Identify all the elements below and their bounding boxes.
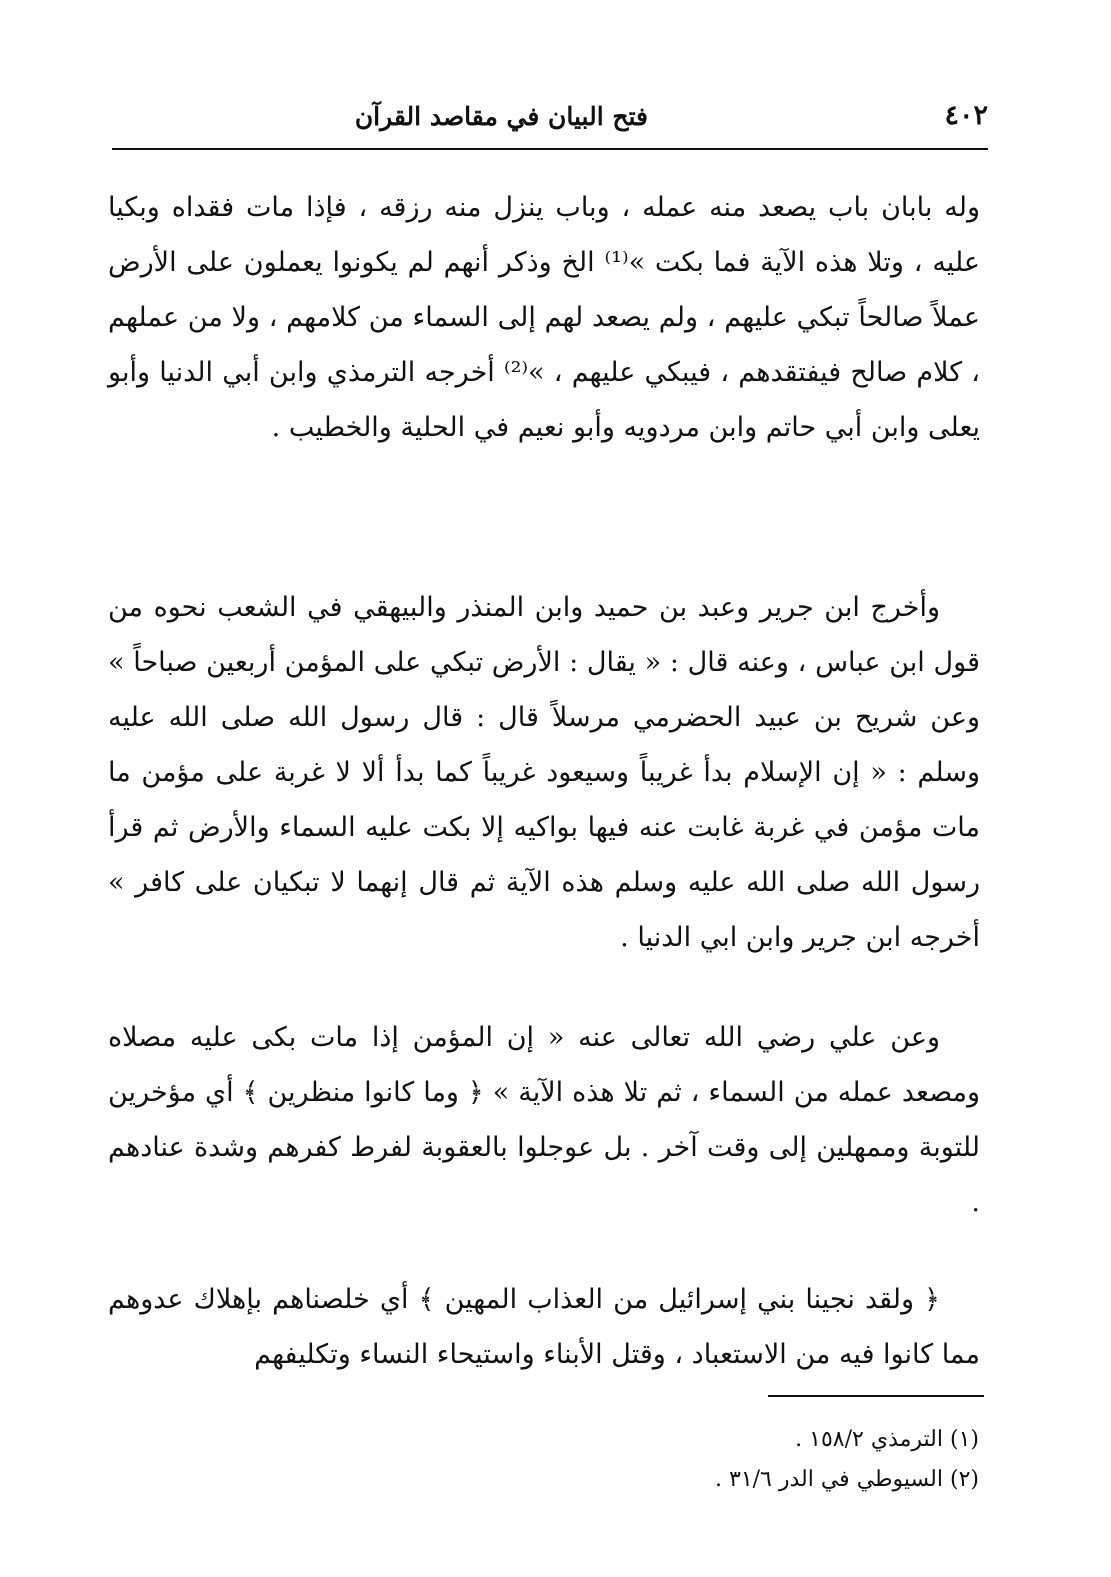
- running-title: فتح البيان في مقاصد القرآن: [354, 102, 648, 131]
- header-rule: [112, 148, 988, 150]
- page-number: ٤٠٢: [944, 100, 988, 131]
- body-paragraph-3: وعن علي رضي الله تعالى عنه « إن المؤمن إذا مات بكى عليه مصلاه ومصعد عمله من السماء ، ثم تلا هذه الآية » ﴿ وما كانوا منظرين ﴾ أي مؤخرين للتوبة وممهلين إلى وقت آخر . بل عوجلوا بالعقوبة لفرط كفرهم وشدة عنادهم .: [108, 1022, 980, 1218]
- footnote-rule: [768, 1395, 984, 1397]
- body-paragraph-1: وله بابان باب يصعد منه عمله ، وباب ينزل منه رزقه ، فإذا مات فقداه وبكيا عليه ، وتلا هذه الآية فما بكت »⁽¹⁾ الخ وذكر أنهم لم يكونوا يعملون على الأرض عملاً صالحاً تبكي عليهم ، ولم يصعد لهم إلى السماء من كلامهم ، ولا من عملهم ، كلام صالح فيفتقدهم ، فيبكي عليهم ، »⁽²⁾ أخرجه الترمذي وابن أبي الدنيا وأبو يعلى وابن أبي حاتم وابن مردويه وأبو نعيم في الحلية والخطيب .: [108, 192, 980, 443]
- body-paragraph-4: ﴿ ولقد نجينا بني إسرائيل من العذاب المهين ﴾ أي خلصناهم بإهلاك عدوهم مما كانوا فيه من الاستعباد ، وقتل الأبناء واستيحاء النساء وتكليفهم: [108, 1284, 980, 1370]
- footnote-1: (١) الترمذي ١٥٨/٢ .: [795, 1427, 979, 1452]
- footnote-2: (٢) السيوطي في الدر ٣١/٦ .: [715, 1467, 979, 1492]
- footnotes: [379, 1420, 979, 1500]
- page-header: [112, 100, 988, 144]
- body-paragraph-2: وأخرج ابن جرير وعبد بن حميد وابن المنذر والبيهقي في الشعب نحوه من قول ابن عباس ، وعنه قال : « يقال : الأرض تبكي على المؤمن أربعين صباحاً » وعن شريح بن عبيد الحضرمي مرسلاً قال : قال رسول الله صلى الله عليه وسلم : « إن الإسلام بدأ غريباً وسيعود غريباً كما بدأ ألا لا غربة على مؤمن ما مات مؤمن في غربة غابت عنه فيها بواكيه إلا بكت عليه السماء والأرض ثم قرأ رسول الله صلى الله عليه وسلم هذه الآية ثم قال إنهما لا تبكيان على كافر » أخرجه ابن جرير وابن ابي الدنيا .: [108, 592, 981, 953]
